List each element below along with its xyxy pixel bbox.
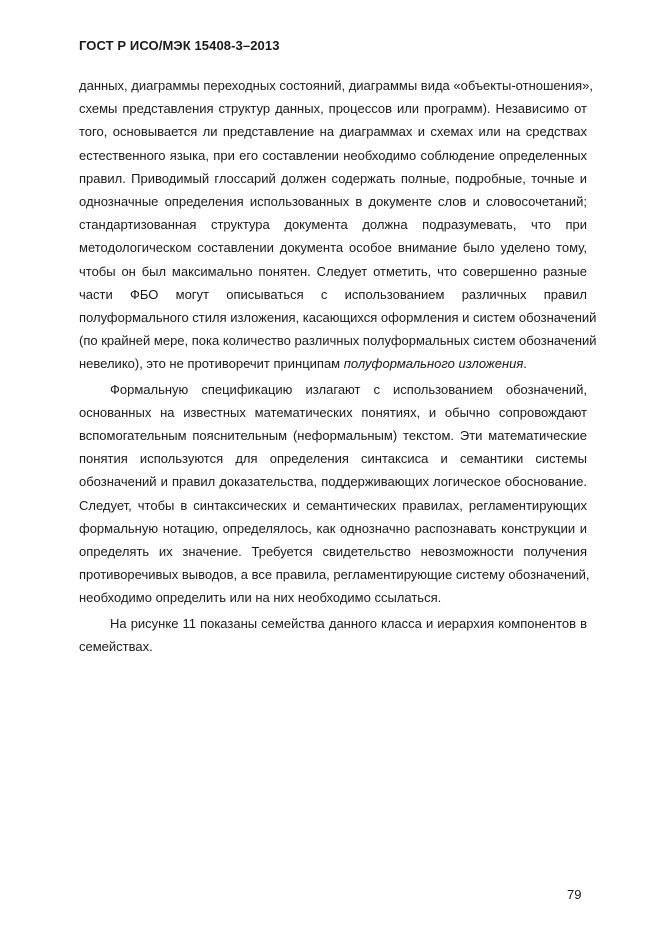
text-fragment: . [523, 356, 527, 372]
text-line: Формальную спецификацию излагают с использованием обозначений, [110, 381, 587, 397]
text-line: (по крайней мере, пока количество различных полуформальных систем обозначений [79, 333, 597, 349]
text-line: естественного языка, при его составлении необходимо соблюдение определенных [79, 147, 587, 163]
text-line: необходимо определить или на них необходимо ссылаться. [79, 590, 442, 606]
text-line: данных, диаграммы переходных состояний, диаграммы вида «объекты-отношения», [79, 78, 593, 93]
text-line: того, основывается ли представление на диаграммах и схемах или на средствах [79, 124, 587, 140]
text-line [79, 352, 587, 375]
document-header: ГОСТ Р ИСО/МЭК 15408-3–2013 [79, 38, 280, 53]
text-line: обозначений и правил доказательства, поддерживающих логическое обоснование. [79, 474, 587, 490]
paragraph-3 [79, 612, 587, 658]
main-text [79, 74, 597, 658]
text-line: формальную нотацию, определялось, как однозначно распознавать конструкции и [79, 520, 587, 536]
page-number: 79 [567, 887, 582, 902]
text-line: части ФБО могут описываться с использованием различных правил [79, 286, 587, 302]
text-line: семействах. [79, 638, 153, 654]
emphasized-term: полуформального изложения [343, 356, 524, 372]
text-line: определять их значение. Требуется свидетельство невозможности получения [79, 544, 587, 560]
text-fragment: невелико), это не противоречит принципам [79, 356, 344, 372]
text-line: схемы представления структур данных, процессов или программ). Независимо от [79, 101, 587, 117]
text-line: методологическом составлении документа особое внимание было уделено тому, [79, 240, 587, 256]
text-line: вспомогательным пояснительным (неформальным) текстом. Эти математические [79, 428, 587, 444]
text-line: На рисунке 11 показаны семейства данного класса и иерархия компонентов в [110, 615, 587, 631]
text-line: стандартизованная структура документа должна подразумевать, что при [79, 217, 587, 233]
text-line: однозначные определения использованных в документе слов и словосочетаний; [79, 194, 587, 210]
text-line: полуформального стиля изложения, касающихся оформления и систем обозначений [79, 310, 597, 326]
text-line: понятия используются для определения синтаксиса и семантики системы [79, 451, 587, 467]
text-line: основанных на известных математических понятиях, и обычно сопровождают [79, 404, 587, 420]
text-line: Следует, чтобы в синтаксических и семантических правилах, регламентирующих [79, 497, 587, 513]
text-line: чтобы он был максимально понятен. Следует отметить, что совершенно разные [79, 263, 587, 279]
text-line: противоречивых выводов, а все правила, регламентирующие систему обозначений, [79, 567, 590, 583]
paragraph-1 [79, 74, 597, 376]
text-line: правил. Приводимый глоссарий должен содержать полные, подробные, точные и [79, 170, 587, 186]
paragraph-2 [79, 378, 590, 610]
